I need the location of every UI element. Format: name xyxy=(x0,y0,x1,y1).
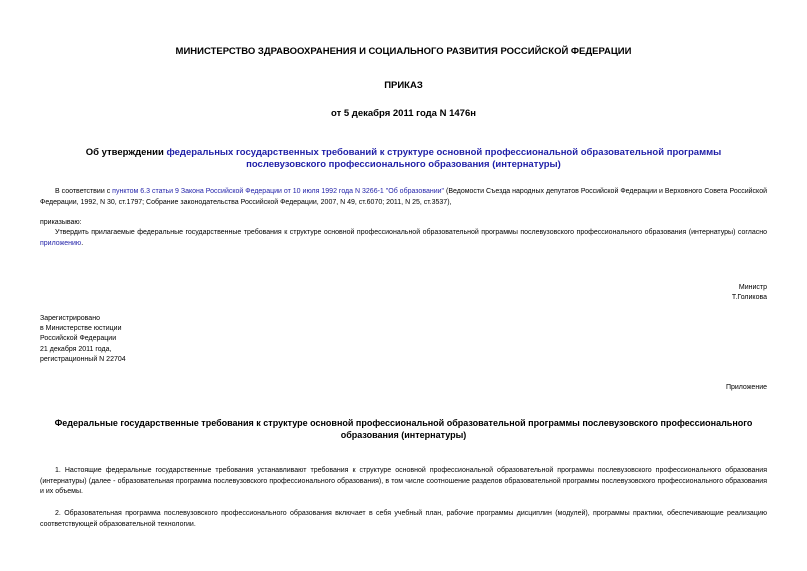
order-text-suffix: . xyxy=(81,239,84,247)
appendix-label: Приложение xyxy=(725,384,767,391)
signature-position: Министр xyxy=(738,284,767,291)
registration-block xyxy=(40,314,126,365)
ministry-heading: МИНИСТЕРСТВО ЗДРАВООХРАНЕНИЯ И СОЦИАЛЬНОГО РАЗВИТИЯ РОССИЙСКОЙ ФЕДЕРАЦИИ xyxy=(175,46,632,57)
registration-line: Российской Федерации xyxy=(40,335,117,343)
registration-line: в Министерстве юстиции xyxy=(40,325,122,333)
law-reference-link[interactable]: пунктом 6.3 статьи 9 Закона Российской Федерации от 10 июля 1992 года N 3266-1 "Об образовании" xyxy=(112,188,445,195)
appendix-item: 1. Настоящие федеральные государственные требования устанавливают требования к структуре основной профессиональной образовательной программы послевузовского профессионального образования (интернатуры) (далее - образовательная программа послевузовского профессионального образования), в том числе соотношение разделов образовательной программы послевузовского профессионального образования и их объемы. xyxy=(40,467,767,495)
order-title xyxy=(40,147,767,171)
order-word: приказываю: xyxy=(40,219,82,226)
order-title-prefix: Об утверждении xyxy=(85,147,167,158)
preamble-suffix: (Ведомости Съезда народных депутатов Российской Федерации и Верховного Совета Российской Федерации, 1992, N 30, ст.1797; Собрание законодательства Российской Федерации, 2007, N 49, ст.6070; 2011, N 25, ст.3537), xyxy=(40,188,767,206)
order-date-number: от 5 декабря 2011 года N 1476н xyxy=(331,108,476,119)
registration-line: Зарегистрировано xyxy=(40,315,100,322)
preamble-prefix: В соответствии с xyxy=(55,188,113,195)
appendix-link[interactable]: приложению xyxy=(40,239,82,247)
signature-name: Т.Голикова xyxy=(731,294,767,301)
appendix-title: Федеральные государственные требования к структуре основной профессиональной образовательной программы послевузовского профессионального образования (интернатуры) xyxy=(54,418,753,440)
order-paragraph xyxy=(40,228,767,249)
order-heading: ПРИКАЗ xyxy=(384,80,423,91)
preamble-paragraph xyxy=(40,187,767,208)
order-text-prefix: Утвердить прилагаемые федеральные государственные требования к структуре основной профессиональной образовательной программы послевузовского профессионального образования (интернатуры) согласно xyxy=(55,229,767,236)
order-title-link[interactable]: федеральных государственных требований к структуре основной профессиональной образовательной программы послевузовского профессионального образования (интернатуры) xyxy=(166,147,722,170)
appendix-item: 2. Образовательная программа послевузовского профессионального образования включает в себя учебный план, рабочие программы дисциплин (модулей), программы практики, обеспечивающие реализацию соответствующей образовательной технологии. xyxy=(40,510,767,528)
registration-line: 21 декабря 2011 года, xyxy=(40,345,112,353)
registration-line: регистрационный N 22704 xyxy=(40,355,126,363)
